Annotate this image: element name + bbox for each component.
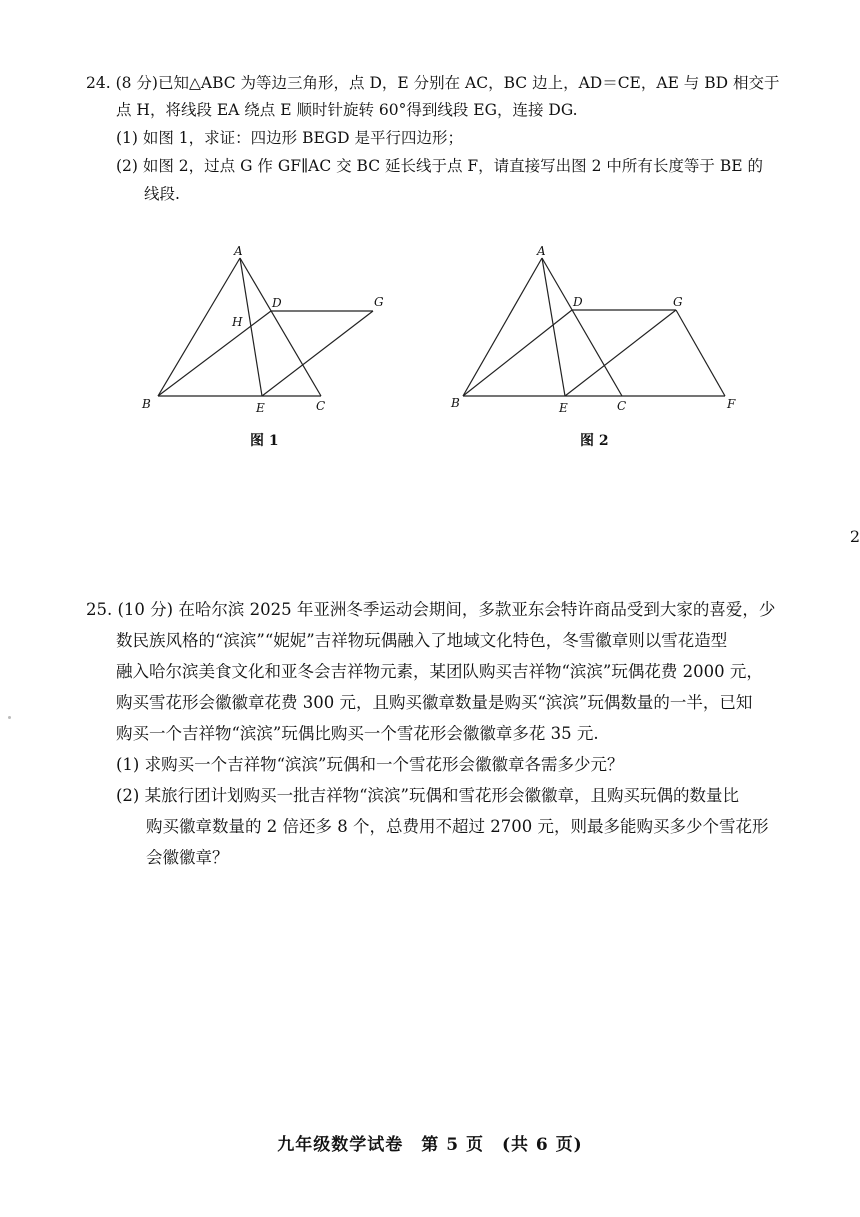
segment-AE [240,258,262,396]
q24-part-2: (2) 如图 2，过点 G 作 GF∥AC 交 BC 延长线于点 F，请直接写出图 2 中所有长度等于 BE 的 [116,157,763,175]
q25-line-5: 购买一个吉祥物“滨滨”玩偶比购买一个雪花形会徽徽章多花 35 元. [116,724,599,743]
q25-part-2: (2) 某旅行团计划购买一批吉祥物“滨滨”玩偶和雪花形会徽徽章，且购买玩偶的数量比 [116,786,739,805]
point-label-F: F [727,397,736,411]
segment-GF [676,310,725,396]
q25-part-2-cont-1: 购买徽章数量的 2 倍还多 8 个，总费用不超过 2700 元，则最多能购买多少个雪花形 [146,817,769,836]
point-label-D: D [272,296,282,310]
figure-2 [445,240,755,434]
q24-line-1: 24. (8 分)已知△ABC 为等边三角形，点 D，E 分别在 AC，BC 边上，AD＝CE，AE 与 BD 相交于 [86,74,780,92]
q25-line-2: 数民族风格的“滨滨”“妮妮”吉祥物玩偶融入了地域文化特色，冬雪徽章则以雪花造型 [116,631,728,650]
q25-part-1: (1) 求购买一个吉祥物“滨滨”玩偶和一个雪花形会徽徽章各需多少元？ [116,755,624,774]
point-label-C: C [617,399,627,413]
figure-1-caption: 图 1 [250,433,279,449]
figure-1 [130,240,410,434]
point-label-E: E [559,401,568,415]
q24-part-1: (1) 如图 1，求证：四边形 BEGD 是平行四边形； [116,129,464,147]
q25-line-3: 融入哈尔滨美食文化和亚冬会吉祥物元素，某团队购买吉祥物“滨滨”玩偶花费 2000 元， [116,662,763,681]
point-label-E: E [256,401,265,415]
segment-BD [463,310,572,396]
point-label-B: B [451,396,460,410]
q24-line-2: 点 H，将线段 EA 绕点 E 顺时针旋转 60°得到线段 EG，连接 DG. [116,101,578,119]
q25-part-2-cont-2: 会徽徽章？ [146,848,229,867]
segment-AC [240,258,321,396]
edge-mark: 2 [849,527,860,546]
point-label-H: H [232,315,243,329]
figure-2-caption: 图 2 [580,433,609,449]
segment-EG [565,310,676,396]
point-label-B: B [142,397,151,411]
point-label-A: A [234,244,243,258]
point-label-D: D [573,295,583,309]
point-label-C: C [316,399,326,413]
q24-part-2-cont: 线段. [144,185,180,203]
q25-line-4: 购买雪花形会徽徽章花费 300 元，且购买徽章数量是购买“滨滨”玩偶数量的一半，已知 [116,693,753,712]
q25-line-1: 25. (10 分) 在哈尔滨 2025 年亚洲冬季运动会期间，多款亚东会特许商品受到大家的喜爱，少 [86,600,776,619]
segment-BD [158,311,271,396]
figure-1-svg [130,240,410,430]
point-label-G: G [673,295,683,309]
segment-AB [158,258,240,396]
point-label-G: G [374,295,384,309]
scan-dot [8,716,11,719]
segment-AB [463,258,542,396]
point-label-A: A [537,244,546,258]
figure-2-svg [445,240,755,430]
page-footer: 九年级数学试卷 第 5 页 (共 6 页) [277,1135,583,1155]
